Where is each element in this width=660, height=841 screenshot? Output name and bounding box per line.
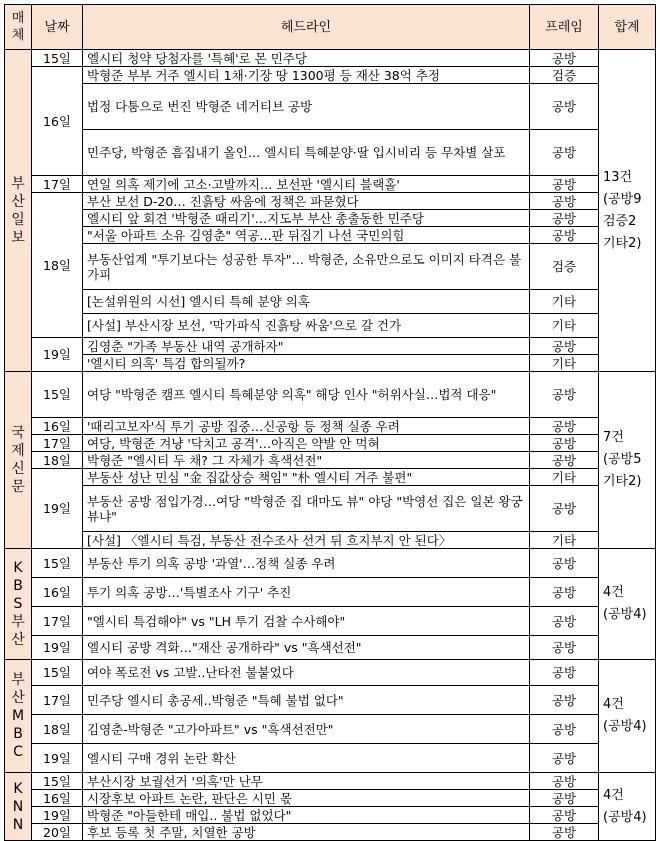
headline-cell: '때리고보자'식 투기 공방 집중…신공항 등 정책 실종 우려 (83, 418, 530, 435)
table-header-row (5, 5, 656, 50)
media-name-char: N (12, 816, 24, 833)
headline-cell: 법정 다툼으로 번진 박형준 네거티브 공방 (83, 84, 530, 130)
headline-cell: 부산 보선 D-20… 진흙탕 싸움에 정책은 파묻혔다 (83, 193, 530, 210)
frame-cell: 공방 (530, 50, 599, 67)
headline-cell: 투기 의혹 공방…'특별조사 기구' 추진 (83, 578, 530, 607)
table-row (5, 486, 656, 532)
media-cell (5, 549, 32, 660)
headline-cell: 여당, 박형준 겨냥 '닥치고 공격'…아직은 약발 안 먹혀 (83, 435, 530, 452)
media-name-char: 산 (11, 690, 25, 706)
media-name-char: 일 (11, 211, 25, 228)
frame-cell: 공방 (530, 372, 599, 418)
headline-cell: "엘시티 특검해야" vs "LH 투기 검찰 수사해야" (83, 607, 530, 636)
media-name-char: 부 (11, 175, 25, 192)
total-cell (599, 549, 656, 660)
media-name-char: 산 (11, 193, 25, 210)
total-line: 13건 (603, 169, 633, 185)
table-row (5, 549, 656, 578)
table-row (5, 660, 656, 686)
table-row (5, 607, 656, 636)
frame-cell: 기타 (530, 469, 599, 486)
media-cell (5, 660, 32, 773)
frame-cell: 공방 (530, 210, 599, 227)
date-cell: 19일 (32, 744, 83, 773)
frame-cell: 공방 (530, 807, 599, 824)
headline-cell: 박형준 "엘시티 두 채? 그 자체가 흑색선전" (83, 452, 530, 469)
headline-cell: 여야 폭로전 vs 고발..난타전 불붙었다 (83, 660, 530, 686)
headline-cell: 박형준 부부 거주 엘시티 1채·기장 땅 1300평 등 재산 38억 추정 (83, 67, 530, 84)
media-name (7, 559, 29, 649)
total-line: 기타2) (603, 235, 642, 251)
frame-cell: 공방 (530, 715, 599, 744)
total-line: 4건 (603, 585, 624, 600)
table-row (5, 372, 656, 418)
frame-cell: 공방 (530, 686, 599, 715)
total-line: 기타2) (603, 474, 642, 489)
frame-cell: 공방 (530, 435, 599, 452)
frame-cell: 공방 (530, 452, 599, 469)
frame-cell: 공방 (530, 176, 599, 193)
total-line: (공방5 (603, 452, 642, 467)
media-cell (5, 50, 32, 372)
media-name (7, 175, 29, 247)
frame-cell: 공방 (530, 660, 599, 686)
date-cell: 16일 (32, 418, 83, 435)
table-row (5, 715, 656, 744)
frame-cell: 공방 (530, 744, 599, 773)
table-row (5, 193, 656, 210)
frame-cell: 공방 (530, 824, 599, 841)
frame-cell: 공방 (530, 338, 599, 355)
frame-cell: 기타 (530, 355, 599, 372)
headline-cell: 후보 등록 첫 주말, 치열한 공방 (83, 824, 530, 841)
date-cell: 15일 (32, 372, 83, 418)
table-row (5, 244, 656, 290)
date-cell: 16일 (32, 578, 83, 607)
media-name-char: 국 (11, 425, 25, 441)
headline-cell: 시장후보 아파트 논란, 판단은 시민 몫 (83, 790, 530, 807)
headline-cell: 부동산 성난 민심 "金 집값상승 책임" "朴 엘시티 거주 불편" (83, 469, 530, 486)
table-row (5, 532, 656, 549)
date-cell: 19일 (32, 469, 83, 549)
date-cell: 15일 (32, 549, 83, 578)
headline-cell: 김영춘-박형준 "고가아파트" vs "흑색선전만" (83, 715, 530, 744)
frame-cell: 공방 (530, 130, 599, 176)
table-row (5, 227, 656, 244)
date-cell: 15일 (32, 773, 83, 790)
frame-cell: 기타 (530, 314, 599, 338)
header-media: 매체 (5, 5, 32, 50)
date-cell: 17일 (32, 176, 83, 193)
total-line: 4건 (603, 787, 624, 803)
header-date: 날짜 (32, 5, 83, 50)
total-line: 7건 (603, 430, 624, 445)
headline-cell: 민주당, 박형준 흠집내기 올인… 엘시티 특혜분양·딸 입시비리 등 무차별 살포 (83, 130, 530, 176)
media-name-char: B (13, 726, 23, 742)
frame-cell: 공방 (530, 790, 599, 807)
headline-cell: 엘시티 앞 회견 '박형준 때리기'…지도부 부산 총출동한 민주당 (83, 210, 530, 227)
media-name-char: 부 (11, 614, 25, 630)
table-row (5, 418, 656, 435)
date-cell: 19일 (32, 807, 83, 824)
media-name-char: 부 (11, 672, 25, 688)
date-cell: 15일 (32, 660, 83, 686)
date-cell: 18일 (32, 193, 83, 338)
total-line: (공방4) (603, 719, 647, 734)
headline-cell: 연일 의혹 제기에 고소·고발까지… 보선판 '엘시티 블랙홀' (83, 176, 530, 193)
media-name-char: S (13, 596, 23, 612)
frame-cell: 공방 (530, 773, 599, 790)
total-line: (공방4) (603, 607, 647, 622)
frame-cell: 검증 (530, 244, 599, 290)
headline-cell: 박형준 "아들한테 매입.. 불법 없었다" (83, 807, 530, 824)
media-name (7, 424, 29, 496)
total-cell (599, 773, 656, 841)
total-line: (공방9 (603, 191, 642, 207)
table-row (5, 452, 656, 469)
table-row (5, 67, 656, 84)
table-row (5, 469, 656, 486)
headline-cell: 김영춘 "가족 부동산 내역 공개하자" (83, 338, 530, 355)
table-row (5, 355, 656, 372)
media-name-char: 산 (11, 632, 25, 648)
date-cell: 15일 (32, 50, 83, 67)
table-row (5, 314, 656, 338)
total-line: 4건 (603, 697, 624, 712)
frame-cell: 공방 (530, 84, 599, 130)
table-row (5, 84, 656, 130)
headline-cell: [사설] 부산시장 보선, '막가파식 진흙탕 싸움'으로 갈 건가 (83, 314, 530, 338)
headline-cell: 엘시티 공방 격화…"재산 공개하라" vs "흑색선전" (83, 636, 530, 660)
headline-cell: 부동산 공방 점입가경…여당 "박형준 집 대마도 뷰" 야당 "박영선 집은 일본 왕궁 뷰냐" (83, 486, 530, 532)
media-name-char: 제 (11, 443, 25, 459)
headline-cell: [논설위원의 시선] 엘시티 특혜 분양 의혹 (83, 290, 530, 314)
headline-cell: [사설] 〈엘시티 특검, 부동산 전수조사 선거 뒤 흐지부지 안 된다〉 (83, 532, 530, 549)
date-cell: 17일 (32, 435, 83, 452)
date-cell: 18일 (32, 715, 83, 744)
table-row (5, 636, 656, 660)
table-row (5, 578, 656, 607)
frame-cell: 공방 (530, 607, 599, 636)
table-row (5, 773, 656, 790)
headline-cell: 부동산 투기 의혹 공방 '과열'…정책 실종 우려 (83, 549, 530, 578)
media-name-char: K (13, 560, 23, 576)
headline-cell: 여당 "박형준 캠프 엘시티 특혜분양 의혹" 해당 인사 "허위사실…법적 대응" (83, 372, 530, 418)
total-cell (599, 372, 656, 549)
table-row (5, 130, 656, 176)
media-name-char: C (13, 744, 23, 760)
total-cell (599, 660, 656, 773)
header-frame: 프레임 (530, 5, 599, 50)
date-cell: 16일 (32, 790, 83, 807)
headline-cell: 엘시티 구매 경위 논란 확산 (83, 744, 530, 773)
total-line: (공방4) (603, 809, 647, 825)
table-row (5, 744, 656, 773)
headline-cell: 부산시장 보궐선거 '의혹'만 난무 (83, 773, 530, 790)
frame-cell: 기타 (530, 532, 599, 549)
media-name-char: 신 (11, 461, 25, 477)
table-row (5, 210, 656, 227)
frame-cell: 공방 (530, 636, 599, 660)
media-name-char: 문 (11, 479, 25, 495)
header-total: 합계 (599, 5, 656, 50)
table-row (5, 824, 656, 841)
frame-cell: 기타 (530, 290, 599, 314)
date-cell: 20일 (32, 824, 83, 841)
date-cell: 16일 (32, 67, 83, 176)
media-name-char: B (13, 578, 23, 594)
date-cell: 19일 (32, 636, 83, 660)
headline-cell: 부동산업계 "투기보다는 성공한 투자"… 박형준, 소유만으로도 이미지 타격은 불가피 (83, 244, 530, 290)
total-cell (599, 50, 656, 372)
media-cell (5, 372, 32, 549)
header-headline: 헤드라인 (83, 5, 530, 50)
table-row (5, 807, 656, 824)
table-body (5, 50, 656, 841)
total-line: 검증2 (603, 213, 637, 229)
date-cell: 19일 (32, 338, 83, 372)
frame-cell: 검증 (530, 67, 599, 84)
table-row (5, 50, 656, 67)
frame-cell: 공방 (530, 486, 599, 532)
frame-cell: 공방 (530, 418, 599, 435)
table-row (5, 790, 656, 807)
headline-cell: 엘시티 청약 당첨자를 '특혜'로 몬 민주당 (83, 50, 530, 67)
media-name-char: N (12, 798, 24, 815)
headline-cell: "서울 아파트 소유 김영춘" 역공…판 뒤집기 나선 국민의힘 (83, 227, 530, 244)
frame-cell: 공방 (530, 193, 599, 210)
media-name-char: M (11, 708, 25, 724)
table-row (5, 290, 656, 314)
media-name-char: 보 (11, 229, 25, 246)
media-name-char: K (13, 780, 23, 797)
headline-cell: '엘시티 의혹' 특검 합의될까? (83, 355, 530, 372)
headline-frame-table (4, 4, 656, 841)
frame-cell: 공방 (530, 549, 599, 578)
media-name (7, 671, 29, 761)
media-name (7, 780, 29, 834)
headline-frame-table-container (4, 4, 656, 841)
media-cell (5, 773, 32, 841)
date-cell: 17일 (32, 686, 83, 715)
frame-cell: 공방 (530, 227, 599, 244)
date-cell: 17일 (32, 607, 83, 636)
table-row (5, 435, 656, 452)
date-cell: 18일 (32, 452, 83, 469)
table-row (5, 176, 656, 193)
headline-cell: 민주당 엘시티 총공세..박형준 "특혜 불법 없다" (83, 686, 530, 715)
table-row (5, 338, 656, 355)
frame-cell: 공방 (530, 578, 599, 607)
table-row (5, 686, 656, 715)
